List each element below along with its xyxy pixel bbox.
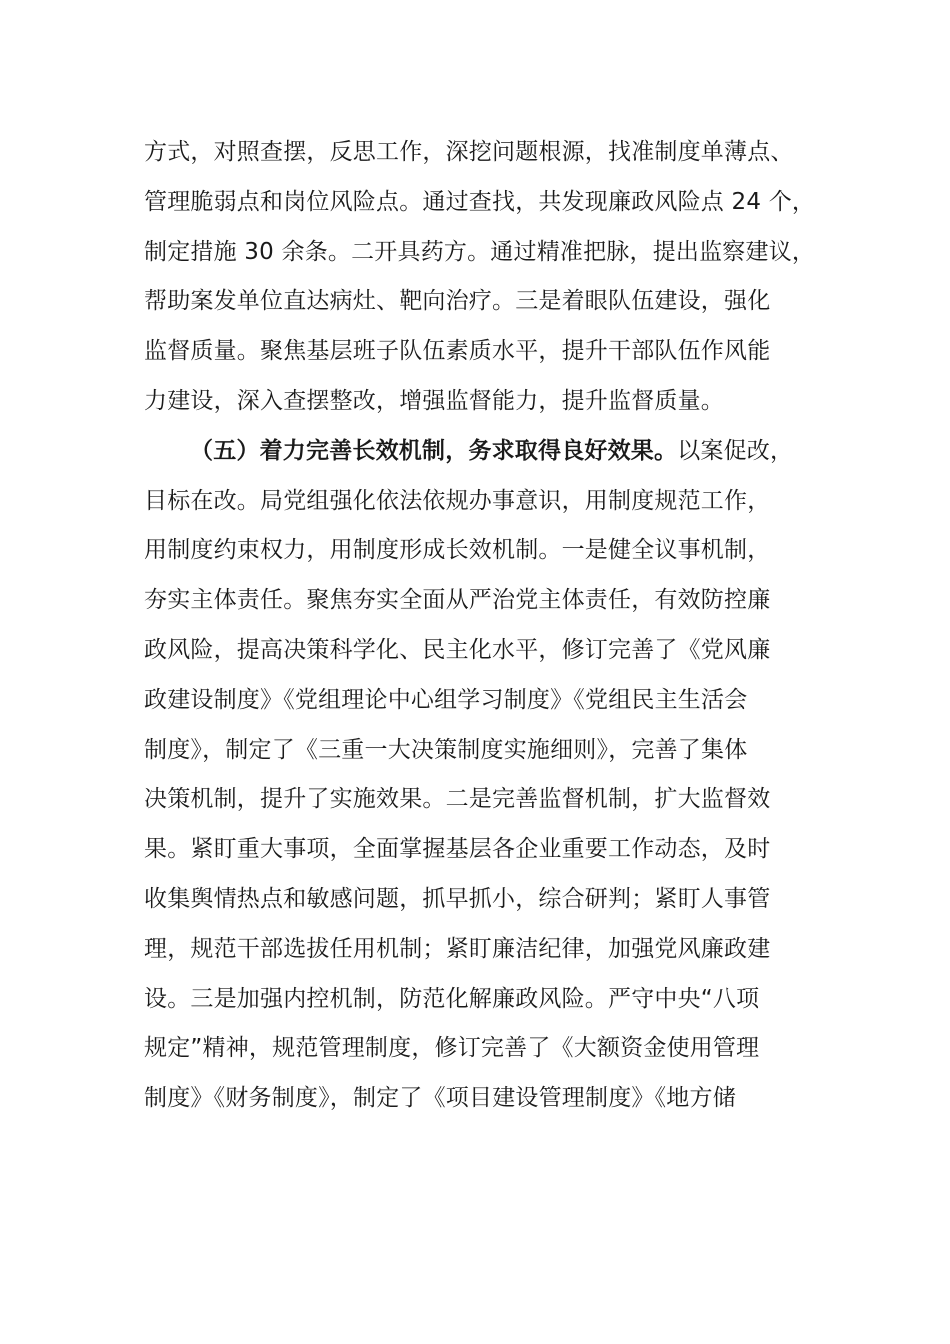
text-line: 果。紧盯重大事项，全面掌握基层各企业重要工作动态，及时 [144,836,771,863]
text-line: 帮助案发单位直达病灶、靶向治疗。三是着眼队伍建设，强化 [144,288,771,315]
text-line: 制定措施 30 余条。二开具药方。通过精准把脉，提出监察建议， [144,238,816,265]
section-heading-rest: 以案促改， [677,437,794,464]
text-line: 用制度约束权力，用制度形成长效机制。一是健全议事机制， [144,537,771,564]
text-line: 夯实主体责任。聚焦夯实全面从严治党主体责任，有效防控廉 [144,587,771,614]
text-line: 目标在改。局党组强化依法依规办事意识，用制度规范工作， [144,487,771,514]
text-line: 理，规范干部选拔任用机制；紧盯廉洁纪律，加强党风廉政建 [144,935,771,962]
text-line: 规定”精神，规范管理制度，修订完善了《大额资金使用管理 [144,1035,760,1062]
text-line: 政建设制度》《党组理论中心组学习制度》《党组民主生活会 [144,686,748,713]
text-line: 监督质量。聚焦基层班子队伍素质水平，提升干部队伍作风能 [144,338,771,365]
text-line: 收集舆情热点和敏感问题，抓早抓小，综合研判；紧盯人事管 [144,885,771,912]
text-line: 力建设，深入查摆整改，增强监督能力，提升监督质量。 [144,387,724,414]
text-line: 制度》，制定了《三重一大决策制度实施细则》，完善了集体 [144,736,748,763]
text-line: 政风险，提高决策科学化、民主化水平，修订完善了《党风廉 [144,636,771,663]
section-heading-line [144,427,824,477]
body-text [144,128,824,1124]
text-line: 设。三是加强内控机制，防范化解廉政风险。严守中央“八项 [144,985,760,1012]
section-heading: （五）着力完善长效机制，务求取得良好效果。 [190,437,678,464]
text-line: 制度》《财务制度》，制定了《项目建设管理制度》《地方储 [144,1085,736,1112]
text-line: 方式，对照查摆，反思工作，深挖问题根源，找准制度单薄点、 [144,139,794,165]
text-line: 决策机制，提升了实施效果。二是完善监督机制，扩大监督效 [144,786,771,813]
text-line: 管理脆弱点和岗位风险点。通过查找，共发现廉政风险点 24 个， [144,188,816,215]
